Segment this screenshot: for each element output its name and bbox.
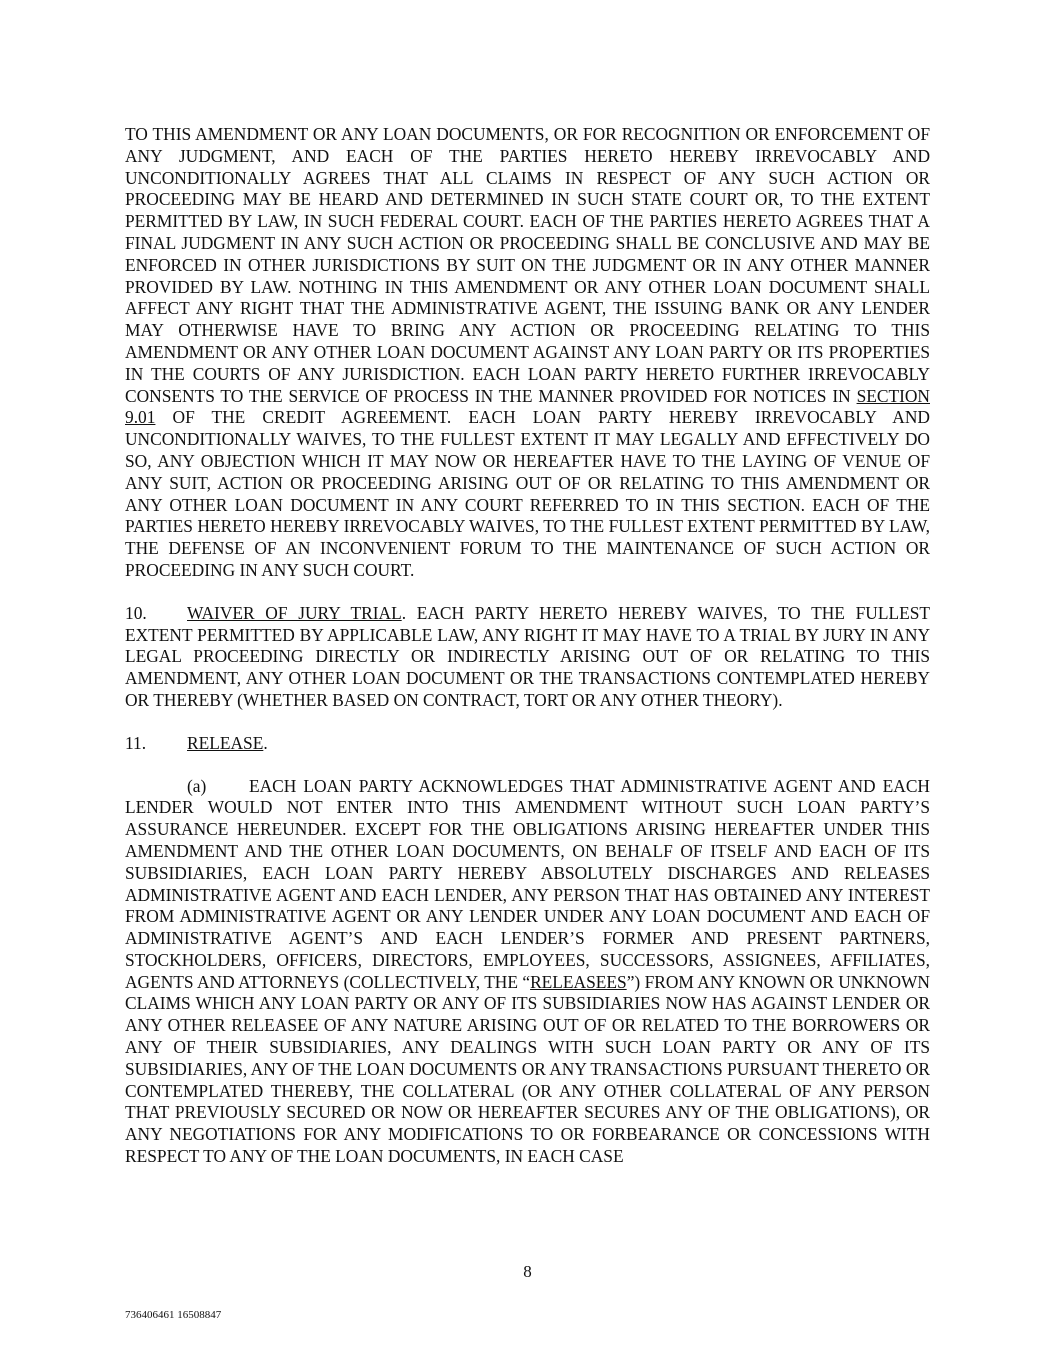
paragraph-text: ”) FROM ANY KNOWN OR UNKNOWN CLAIMS WHICH ANY LOAN PARTY OR ANY OF ITS SUBSIDIARIES NOW HAS AGAINST LENDER OR ANY OTHER RELEASEE OF ANY NATURE ARISING OUT OF OR RELATED TO THE BORROWERS OR ANY OF THEIR SUBSIDIARIES, ANY DEALINGS WITH SUCH LOAN PARTY OR ANY OF ITS SUBSIDIARIES, ANY OF THE LOAN DOCUMENTS OR ANY TRANSACTIONS PURSUANT THERETO OR CONTEMPLATED THEREBY, THE COLLATERAL (OR ANY OTHER COLLATERAL OF ANY PERSON THAT PREVIOUSLY SECURED OR NOW OR HEREAFTER SECURES ANY OF THE OBLIGATIONS), OR ANY NEGOTIATIONS FOR ANY MODIFICATIONS TO OR FORBEARANCE OR CONCESSIONS WITH RESPECT TO ANY OF THE LOAN DOCUMENTS, IN EACH CASE xyxy=(125,971,930,1167)
section-11a-paragraph xyxy=(125,776,930,1168)
subsection-label: (a) xyxy=(187,775,207,796)
section-heading: RELEASE xyxy=(187,732,264,753)
section-heading-period: . xyxy=(263,732,268,753)
section-11-heading-line xyxy=(125,733,930,755)
section-number: 10. xyxy=(125,602,147,623)
paragraph-text: OF THE CREDIT AGREEMENT. EACH LOAN PARTY HEREBY IRREVOCABLY AND UNCONDITIONALLY WAIVES, TO THE FULLEST EXTENT IT MAY LEGALLY AND EFFECTIVELY DO SO, ANY OBJECTION WHICH IT MAY NOW OR HEREAFTER HAVE TO THE LAYING OF VENUE OF ANY SUIT, ACTION OR PROCEEDING ARISING OUT OF OR RELATING TO THIS AMENDMENT OR ANY OTHER LOAN DOCUMENT IN ANY COURT REFERRED TO IN THIS SECTION. EACH OF THE PARTIES HERETO HEREBY IRREVOCABLY WAIVES, TO THE FULLEST EXTENT PERMITTED BY LAW, THE DEFENSE OF AN INCONVENIENT FORUM TO THE MAINTENANCE OF SUCH ACTION OR PROCEEDING IN ANY SUCH COURT. xyxy=(125,407,930,580)
document-id: 736406461 16508847 xyxy=(125,1309,222,1321)
section-heading: WAIVER OF JURY TRIAL xyxy=(187,602,402,623)
paragraph-jurisdiction xyxy=(125,124,930,582)
section-10-paragraph xyxy=(125,603,930,712)
document-body xyxy=(125,124,930,1168)
section-reference-link[interactable]: SECTION 9.01 xyxy=(125,385,930,428)
paragraph-text: EACH LOAN PARTY ACKNOWLEDGES THAT ADMINISTRATIVE AGENT AND EACH LENDER WOULD NOT ENTER INTO THIS AMENDMENT WITHOUT SUCH LOAN PARTY’S ASSURANCE HEREUNDER. EXCEPT FOR THE OBLIGATIONS ARISING HEREAFTER UNDER THIS AMENDMENT AND THE OTHER LOAN DOCUMENTS, ON BEHALF OF ITSELF AND EACH OF ITS SUBSIDIARIES, EACH LOAN PARTY HEREBY ABSOLUTELY DISCHARGES AND RELEASES ADMINISTRATIVE AGENT AND EACH LENDER, ANY PERSON THAT HAS OBTAINED ANY INTEREST FROM ADMINISTRATIVE AGENT OR ANY LENDER UNDER ANY LOAN DOCUMENT AND EACH OF ADMINISTRATIVE AGENT’S AND EACH LENDER’S FORMER AND PRESENT PARTNERS, STOCKHOLDERS, OFFICERS, DIRECTORS, EMPLOYEES, SUCCESSORS, ASSIGNEES, AFFILIATES, AGENTS AND ATTORNEYS (COLLECTIVELY, THE “ xyxy=(125,775,930,992)
paragraph-text: . EACH PARTY HERETO HEREBY WAIVES, TO THE FULLEST EXTENT PERMITTED BY APPLICABLE LAW, ANY RIGHT IT MAY HAVE TO A TRIAL BY JURY IN ANY LEGAL PROCEEDING DIRECTLY OR INDIRECTLY ARISING OUT OF OR RELATING TO THIS AMENDMENT, ANY OTHER LOAN DOCUMENT OR THE TRANSACTIONS CONTEMPLATED HEREBY OR THEREBY (WHETHER BASED ON CONTRACT, TORT OR ANY OTHER THEORY). xyxy=(125,602,930,710)
defined-term: RELEASEES xyxy=(530,971,627,992)
page-number: 8 xyxy=(523,1262,532,1281)
paragraph-text: TO THIS AMENDMENT OR ANY LOAN DOCUMENTS, OR FOR RECOGNITION OR ENFORCEMENT OF ANY JUDGMENT, AND EACH OF THE PARTIES HERETO HEREBY IRREVOCABLY AND UNCONDITIONALLY AGREES THAT ALL CLAIMS IN RESPECT OF ANY SUCH ACTION OR PROCEEDING MAY BE HEARD AND DETERMINED IN SUCH STATE COURT OR, TO THE EXTENT PERMITTED BY LAW, IN SUCH FEDERAL COURT. EACH OF THE PARTIES HERETO AGREES THAT A FINAL JUDGMENT IN ANY SUCH ACTION OR PROCEEDING SHALL BE CONCLUSIVE AND MAY BE ENFORCED IN OTHER JURISDICTIONS BY SUIT ON THE JUDGMENT OR IN ANY OTHER MANNER PROVIDED BY LAW. NOTHING IN THIS AMENDMENT OR ANY OTHER LOAN DOCUMENT SHALL AFFECT ANY RIGHT THAT THE ADMINISTRATIVE AGENT, THE ISSUING BANK OR ANY LENDER MAY OTHERWISE HAVE TO BRING ANY ACTION OR PROCEEDING RELATING TO THIS AMENDMENT OR ANY OTHER LOAN DOCUMENT AGAINST ANY LOAN PARTY OR ITS PROPERTIES IN THE COURTS OF ANY JURISDICTION. EACH LOAN PARTY HERETO FURTHER IRREVOCABLY CONSENTS TO THE SERVICE OF PROCESS IN THE MANNER PROVIDED FOR NOTICES IN xyxy=(125,124,930,406)
section-number: 11. xyxy=(125,732,147,753)
